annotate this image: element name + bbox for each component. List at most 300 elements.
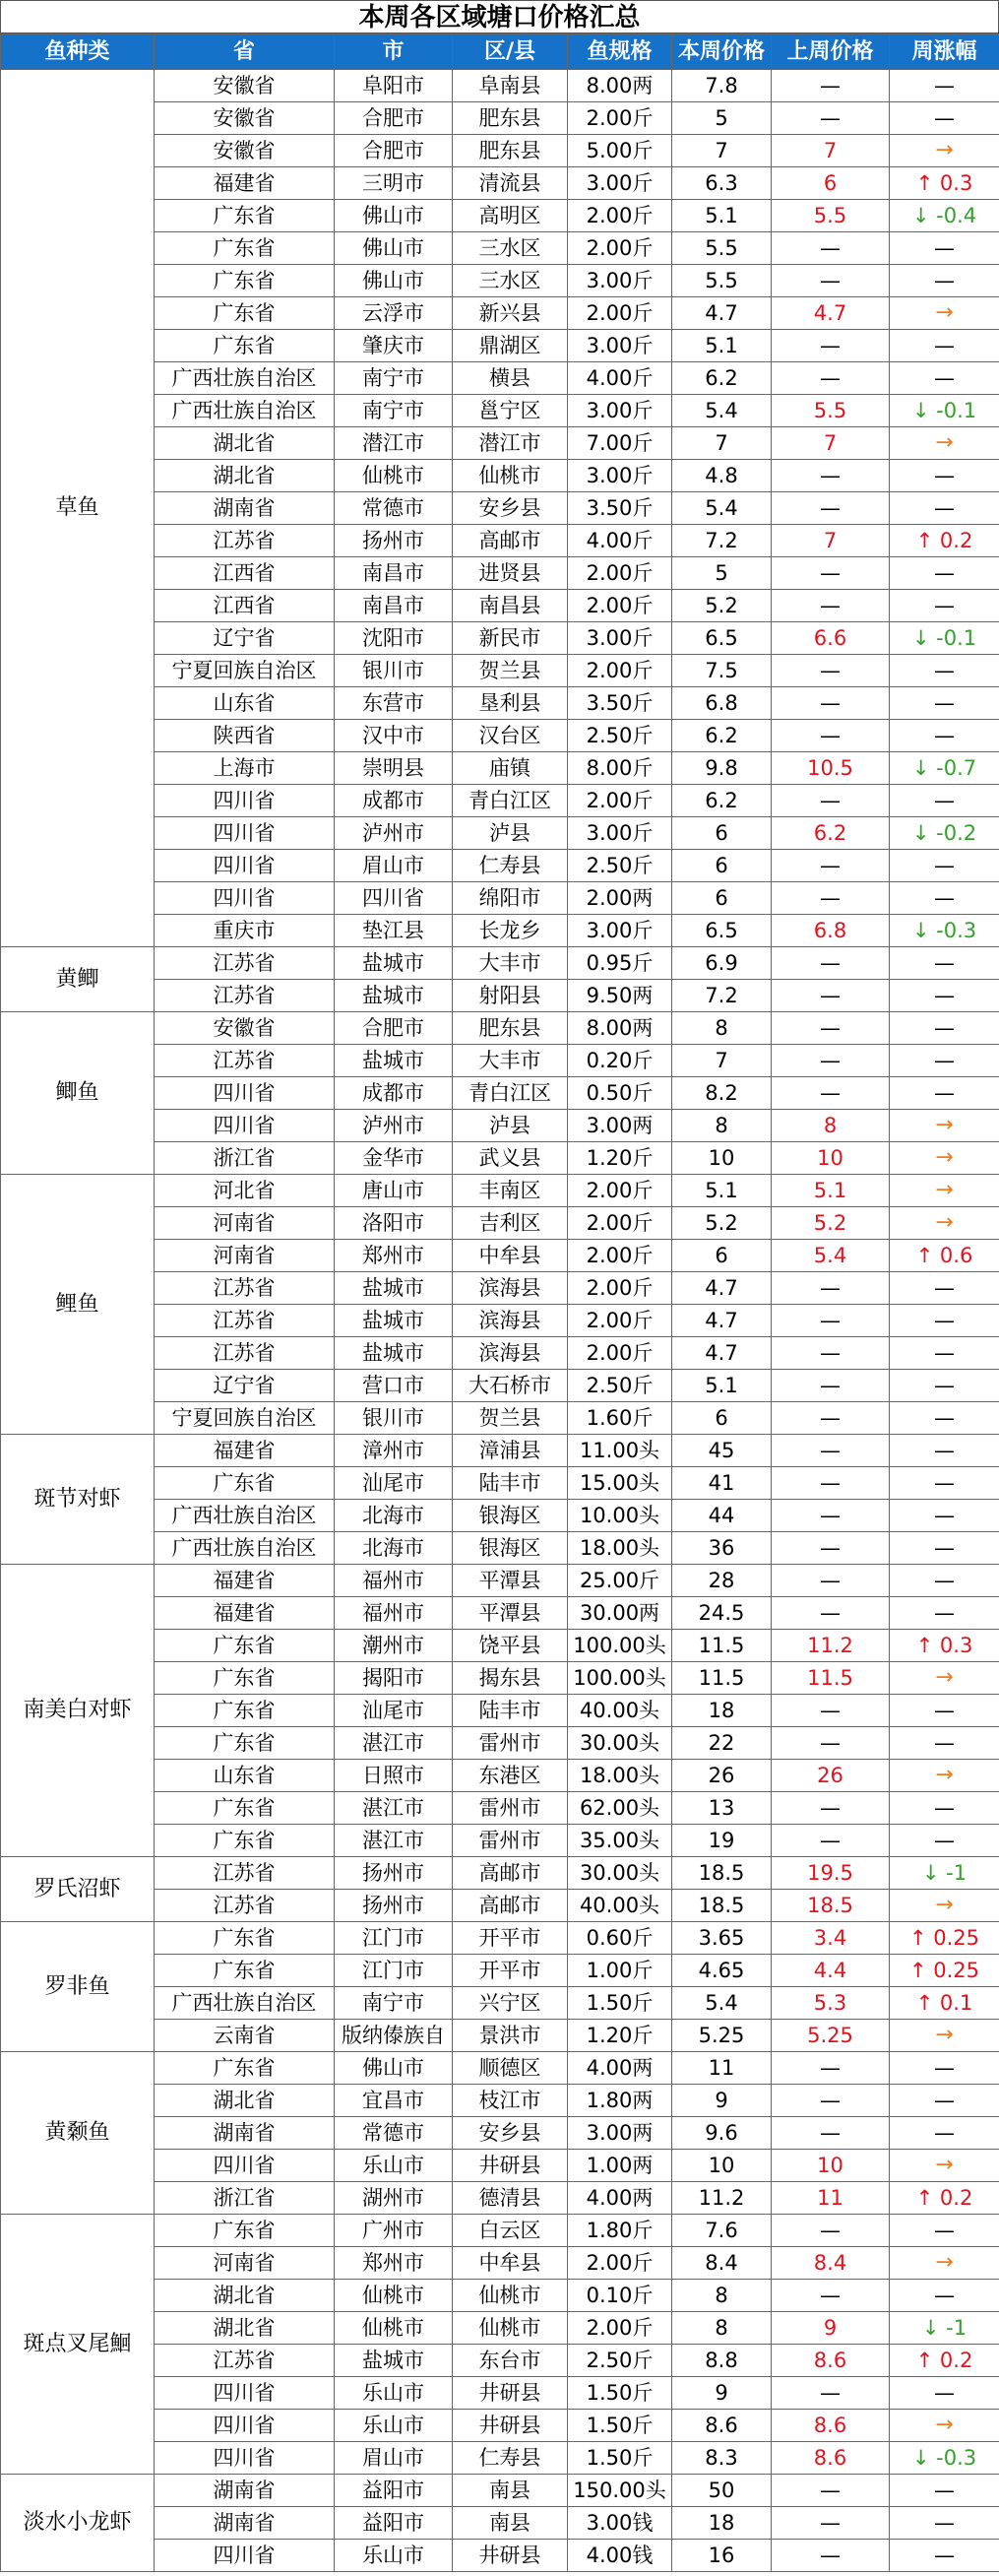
header-row: [1, 34, 999, 70]
this-week-price: 5.4: [672, 492, 772, 525]
city-cell: 银川市: [335, 655, 453, 687]
weekly-change: —: [890, 265, 999, 297]
spec-cell: 1.00斤: [568, 1955, 672, 1987]
spec-cell: 2.00斤: [568, 1240, 672, 1272]
city-cell: 扬州市: [335, 1857, 453, 1890]
spec-cell: 8.00两: [568, 70, 672, 102]
spec-cell: 2.00斤: [568, 655, 672, 687]
last-week-price: 11: [772, 2182, 890, 2215]
weekly-change: →: [890, 2020, 999, 2052]
province-cell: 宁夏回族自治区: [155, 655, 335, 687]
city-cell: 乐山市: [335, 2540, 453, 2572]
city-cell: 三明市: [335, 167, 453, 200]
district-cell: 中牟县: [453, 1240, 568, 1272]
weekly-change: —: [890, 2475, 999, 2507]
last-week-price: 7: [772, 427, 890, 460]
col-fish[interactable]: 鱼种类: [1, 34, 155, 70]
district-cell: 漳浦县: [453, 1435, 568, 1467]
city-cell: 益阳市: [335, 2475, 453, 2507]
last-week-price: —: [772, 1825, 890, 1857]
city-cell: 郑州市: [335, 1240, 453, 1272]
province-cell: 江西省: [155, 590, 335, 622]
last-week-price: —: [772, 2052, 890, 2085]
city-cell: 营口市: [335, 1370, 453, 1402]
city-cell: 眉山市: [335, 2442, 453, 2475]
weekly-change: —: [890, 2507, 999, 2540]
fish-type-cell: 鲤鱼: [1, 1175, 155, 1435]
province-cell: 四川省: [155, 850, 335, 882]
weekly-change: ↑ 0.2: [890, 525, 999, 557]
col-district[interactable]: 区/县: [453, 34, 568, 70]
city-cell: 版纳傣族自: [335, 2020, 453, 2052]
col-change[interactable]: 周涨幅: [890, 34, 999, 70]
this-week-price: 6.3: [672, 167, 772, 200]
this-week-price: 5.5: [672, 265, 772, 297]
district-cell: 开平市: [453, 1922, 568, 1955]
last-week-price: 5.2: [772, 1207, 890, 1240]
spec-cell: 4.00斤: [568, 525, 672, 557]
this-week-price: 6: [672, 1240, 772, 1272]
last-week-price: 19.5: [772, 1857, 890, 1890]
city-cell: 盐城市: [335, 947, 453, 980]
last-week-price: —: [772, 265, 890, 297]
spec-cell: 40.00头: [568, 1890, 672, 1922]
district-cell: 仙桃市: [453, 2280, 568, 2312]
province-cell: 四川省: [155, 1077, 335, 1110]
spec-cell: 3.50斤: [568, 492, 672, 525]
weekly-change: —: [890, 687, 999, 720]
district-cell: 井研县: [453, 2377, 568, 2410]
city-cell: 湛江市: [335, 1792, 453, 1825]
city-cell: 北海市: [335, 1532, 453, 1565]
province-cell: 湖南省: [155, 492, 335, 525]
city-cell: 崇明县: [335, 752, 453, 785]
last-week-price: —: [772, 557, 890, 590]
district-cell: 银海区: [453, 1500, 568, 1532]
spec-cell: 1.60斤: [568, 1402, 672, 1435]
fish-type-cell: 斑点叉尾鮰: [1, 2215, 155, 2475]
district-cell: 泸县: [453, 817, 568, 850]
district-cell: 阜南县: [453, 70, 568, 102]
this-week-price: 10: [672, 1142, 772, 1175]
this-week-price: 8.2: [672, 1077, 772, 1110]
last-week-price: —: [772, 720, 890, 752]
spec-cell: 3.00斤: [568, 395, 672, 427]
province-cell: 广东省: [155, 2215, 335, 2247]
last-week-price: 18.5: [772, 1890, 890, 1922]
this-week-price: 11: [672, 2052, 772, 2085]
spec-cell: 3.00两: [568, 2117, 672, 2150]
col-city[interactable]: 市: [335, 34, 453, 70]
city-cell: 东营市: [335, 687, 453, 720]
table-row: [1, 1922, 999, 1955]
city-cell: 佛山市: [335, 2052, 453, 2085]
province-cell: 河南省: [155, 2247, 335, 2280]
spec-cell: 30.00两: [568, 1597, 672, 1630]
spec-cell: 1.20斤: [568, 1142, 672, 1175]
weekly-change: ↓ -0.2: [890, 817, 999, 850]
col-this-week[interactable]: 本周价格: [672, 34, 772, 70]
last-week-price: —: [772, 362, 890, 395]
district-cell: 高明区: [453, 200, 568, 232]
province-cell: 江苏省: [155, 1890, 335, 1922]
weekly-change: —: [890, 1305, 999, 1337]
last-week-price: —: [772, 1597, 890, 1630]
spec-cell: 30.00头: [568, 1727, 672, 1760]
spec-cell: 2.00斤: [568, 590, 672, 622]
city-cell: 南昌市: [335, 557, 453, 590]
district-cell: 景洪市: [453, 2020, 568, 2052]
district-cell: 进贤县: [453, 557, 568, 590]
spec-cell: 2.00两: [568, 882, 672, 915]
district-cell: 井研县: [453, 2540, 568, 2572]
this-week-price: 6.2: [672, 362, 772, 395]
province-cell: 广东省: [155, 330, 335, 362]
province-cell: 广西壮族自治区: [155, 362, 335, 395]
city-cell: 肇庆市: [335, 330, 453, 362]
weekly-change: ↑ 0.3: [890, 1630, 999, 1662]
this-week-price: 11.5: [672, 1630, 772, 1662]
province-cell: 广东省: [155, 297, 335, 330]
this-week-price: 6: [672, 882, 772, 915]
weekly-change: —: [890, 590, 999, 622]
spec-cell: 10.00头: [568, 1500, 672, 1532]
last-week-price: 5.3: [772, 1987, 890, 2020]
province-cell: 四川省: [155, 2377, 335, 2410]
province-cell: 湖南省: [155, 2475, 335, 2507]
this-week-price: 6: [672, 1402, 772, 1435]
province-cell: 江苏省: [155, 525, 335, 557]
district-cell: 绵阳市: [453, 882, 568, 915]
fish-type-cell: 罗氏沼虾: [1, 1857, 155, 1922]
this-week-price: 5.5: [672, 232, 772, 265]
this-week-price: 4.8: [672, 460, 772, 492]
weekly-change: —: [890, 1337, 999, 1370]
district-cell: 仙桃市: [453, 460, 568, 492]
spec-cell: 3.00钱: [568, 2507, 672, 2540]
last-week-price: —: [772, 1467, 890, 1500]
last-week-price: —: [772, 1402, 890, 1435]
province-cell: 河南省: [155, 1240, 335, 1272]
last-week-price: —: [772, 1045, 890, 1077]
district-cell: 安乡县: [453, 492, 568, 525]
last-week-price: 5.5: [772, 395, 890, 427]
last-week-price: —: [772, 1532, 890, 1565]
district-cell: 邕宁区: [453, 395, 568, 427]
province-cell: 山东省: [155, 1760, 335, 1792]
weekly-change: —: [890, 1370, 999, 1402]
this-week-price: 7: [672, 1045, 772, 1077]
city-cell: 湛江市: [335, 1825, 453, 1857]
spec-cell: 0.50斤: [568, 1077, 672, 1110]
province-cell: 四川省: [155, 882, 335, 915]
this-week-price: 8: [672, 2280, 772, 2312]
city-cell: 云浮市: [335, 297, 453, 330]
city-cell: 江门市: [335, 1922, 453, 1955]
this-week-price: 5.1: [672, 1175, 772, 1207]
col-spec[interactable]: 鱼规格: [568, 34, 672, 70]
city-cell: 盐城市: [335, 1045, 453, 1077]
weekly-change: —: [890, 2215, 999, 2247]
last-week-price: —: [772, 655, 890, 687]
spec-cell: 2.00斤: [568, 297, 672, 330]
last-week-price: —: [772, 947, 890, 980]
city-cell: 宜昌市: [335, 2085, 453, 2117]
table-row: [1, 1175, 999, 1207]
city-cell: 合肥市: [335, 102, 453, 135]
last-week-price: 3.4: [772, 1922, 890, 1955]
weekly-change: —: [890, 2377, 999, 2410]
city-cell: 盐城市: [335, 980, 453, 1012]
col-province[interactable]: 省: [155, 34, 335, 70]
district-cell: 高邮市: [453, 525, 568, 557]
last-week-price: —: [772, 1337, 890, 1370]
district-cell: 饶平县: [453, 1630, 568, 1662]
last-week-price: 8.6: [772, 2345, 890, 2377]
district-cell: 雷州市: [453, 1792, 568, 1825]
spec-cell: 2.50斤: [568, 2345, 672, 2377]
weekly-change: —: [890, 1402, 999, 1435]
this-week-price: 16: [672, 2540, 772, 2572]
district-cell: 兴宁区: [453, 1987, 568, 2020]
province-cell: 四川省: [155, 2442, 335, 2475]
last-week-price: —: [772, 1565, 890, 1597]
spec-cell: 15.00头: [568, 1467, 672, 1500]
city-cell: 四川省: [335, 882, 453, 915]
spec-cell: 3.00斤: [568, 622, 672, 655]
weekly-change: —: [890, 2540, 999, 2572]
district-cell: 陆丰市: [453, 1467, 568, 1500]
this-week-price: 8: [672, 2312, 772, 2345]
district-cell: 汉台区: [453, 720, 568, 752]
this-week-price: 7: [672, 427, 772, 460]
last-week-price: 8: [772, 1110, 890, 1142]
city-cell: 湛江市: [335, 1727, 453, 1760]
city-cell: 乐山市: [335, 2410, 453, 2442]
last-week-price: 8.4: [772, 2247, 890, 2280]
this-week-price: 4.7: [672, 1272, 772, 1305]
weekly-change: —: [890, 1532, 999, 1565]
last-week-price: —: [772, 1792, 890, 1825]
weekly-change: —: [890, 1272, 999, 1305]
district-cell: 丰南区: [453, 1175, 568, 1207]
last-week-price: —: [772, 1272, 890, 1305]
district-cell: 开平市: [453, 1955, 568, 1987]
this-week-price: 8: [672, 1110, 772, 1142]
city-cell: 泸州市: [335, 817, 453, 850]
province-cell: 福建省: [155, 1435, 335, 1467]
spec-cell: 2.50斤: [568, 850, 672, 882]
fish-type-cell: 黄颡鱼: [1, 2052, 155, 2215]
city-cell: 漳州市: [335, 1435, 453, 1467]
spec-cell: 30.00头: [568, 1857, 672, 1890]
last-week-price: —: [772, 882, 890, 915]
this-week-price: 5.4: [672, 395, 772, 427]
this-week-price: 3.65: [672, 1922, 772, 1955]
weekly-change: —: [890, 1012, 999, 1045]
city-cell: 泸州市: [335, 1110, 453, 1142]
last-week-price: —: [772, 1305, 890, 1337]
spec-cell: 2.00斤: [568, 200, 672, 232]
district-cell: 安乡县: [453, 2117, 568, 2150]
this-week-price: 6.5: [672, 622, 772, 655]
city-cell: 合肥市: [335, 1012, 453, 1045]
weekly-change: —: [890, 70, 999, 102]
spec-cell: 2.00斤: [568, 1272, 672, 1305]
last-week-price: —: [772, 232, 890, 265]
weekly-change: ↓ -0.7: [890, 752, 999, 785]
last-week-price: —: [772, 1077, 890, 1110]
weekly-change: →: [890, 1760, 999, 1792]
this-week-price: 5: [672, 557, 772, 590]
province-cell: 陕西省: [155, 720, 335, 752]
this-week-price: 41: [672, 1467, 772, 1500]
province-cell: 重庆市: [155, 915, 335, 947]
weekly-change: →: [890, 1890, 999, 1922]
this-week-price: 26: [672, 1760, 772, 1792]
last-week-price: 6.8: [772, 915, 890, 947]
weekly-change: —: [890, 850, 999, 882]
city-cell: 常德市: [335, 2117, 453, 2150]
spec-cell: 18.00头: [568, 1760, 672, 1792]
city-cell: 仙桃市: [335, 2280, 453, 2312]
weekly-change: —: [890, 232, 999, 265]
last-week-price: 4.7: [772, 297, 890, 330]
province-cell: 江苏省: [155, 947, 335, 980]
city-cell: 常德市: [335, 492, 453, 525]
last-week-price: —: [772, 102, 890, 135]
spec-cell: 2.00斤: [568, 1175, 672, 1207]
col-last-week[interactable]: 上周价格: [772, 34, 890, 70]
province-cell: 广东省: [155, 232, 335, 265]
this-week-price: 7.6: [672, 2215, 772, 2247]
weekly-change: —: [890, 1695, 999, 1727]
weekly-change: ↑ 0.1: [890, 1987, 999, 2020]
weekly-change: →: [890, 1175, 999, 1207]
last-week-price: 7: [772, 135, 890, 167]
last-week-price: 11.5: [772, 1662, 890, 1695]
last-week-price: 5.1: [772, 1175, 890, 1207]
this-week-price: 6.2: [672, 785, 772, 817]
this-week-price: 4.7: [672, 297, 772, 330]
district-cell: 庙镇: [453, 752, 568, 785]
spec-cell: 8.00两: [568, 1012, 672, 1045]
province-cell: 江西省: [155, 557, 335, 590]
province-cell: 湖北省: [155, 2280, 335, 2312]
city-cell: 南昌市: [335, 590, 453, 622]
last-week-price: —: [772, 1695, 890, 1727]
spec-cell: 1.50斤: [568, 2377, 672, 2410]
district-cell: 滨海县: [453, 1272, 568, 1305]
this-week-price: 6.5: [672, 915, 772, 947]
last-week-price: 26: [772, 1760, 890, 1792]
city-cell: 潮州市: [335, 1630, 453, 1662]
this-week-price: 9: [672, 2377, 772, 2410]
district-cell: 清流县: [453, 167, 568, 200]
district-cell: 陆丰市: [453, 1695, 568, 1727]
district-cell: 射阳县: [453, 980, 568, 1012]
last-week-price: —: [772, 2507, 890, 2540]
weekly-change: —: [890, 785, 999, 817]
weekly-change: ↓ -0.4: [890, 200, 999, 232]
city-cell: 日照市: [335, 1760, 453, 1792]
this-week-price: 11.2: [672, 2182, 772, 2215]
district-cell: 大石桥市: [453, 1370, 568, 1402]
spec-cell: 3.00斤: [568, 330, 672, 362]
district-cell: 潜江市: [453, 427, 568, 460]
district-cell: 平潭县: [453, 1565, 568, 1597]
city-cell: 盐城市: [335, 1337, 453, 1370]
weekly-change: —: [890, 1825, 999, 1857]
city-cell: 汕尾市: [335, 1467, 453, 1500]
last-week-price: 9: [772, 2312, 890, 2345]
spec-cell: 2.00斤: [568, 232, 672, 265]
city-cell: 扬州市: [335, 1890, 453, 1922]
fish-type-cell: 淡水小龙虾: [1, 2475, 155, 2572]
last-week-price: 8.6: [772, 2442, 890, 2475]
city-cell: 仙桃市: [335, 2312, 453, 2345]
weekly-change: ↑ 0.25: [890, 1955, 999, 1987]
price-table: [0, 33, 999, 2572]
city-cell: 潜江市: [335, 427, 453, 460]
city-cell: 沈阳市: [335, 622, 453, 655]
district-cell: 东港区: [453, 1760, 568, 1792]
weekly-change: —: [890, 2085, 999, 2117]
this-week-price: 36: [672, 1532, 772, 1565]
district-cell: 南县: [453, 2475, 568, 2507]
district-cell: 滨海县: [453, 1337, 568, 1370]
district-cell: 大丰市: [453, 1045, 568, 1077]
this-week-price: 8.3: [672, 2442, 772, 2475]
this-week-price: 7.2: [672, 525, 772, 557]
last-week-price: 6.2: [772, 817, 890, 850]
weekly-change: ↓ -0.3: [890, 915, 999, 947]
spec-cell: 11.00头: [568, 1435, 672, 1467]
this-week-price: 18: [672, 1695, 772, 1727]
last-week-price: —: [772, 2117, 890, 2150]
district-cell: 高邮市: [453, 1857, 568, 1890]
province-cell: 江苏省: [155, 1857, 335, 1890]
weekly-change: —: [890, 1597, 999, 1630]
district-cell: 雷州市: [453, 1727, 568, 1760]
weekly-change: →: [890, 2410, 999, 2442]
spec-cell: 3.00斤: [568, 915, 672, 947]
this-week-price: 7.8: [672, 70, 772, 102]
spec-cell: 1.80两: [568, 2085, 672, 2117]
last-week-price: —: [772, 1500, 890, 1532]
province-cell: 四川省: [155, 817, 335, 850]
spec-cell: 4.00斤: [568, 362, 672, 395]
fish-type-cell: 罗非鱼: [1, 1922, 155, 2052]
spec-cell: 1.00两: [568, 2150, 672, 2182]
spec-cell: 0.10斤: [568, 2280, 672, 2312]
city-cell: 阜阳市: [335, 70, 453, 102]
province-cell: 四川省: [155, 2410, 335, 2442]
this-week-price: 7: [672, 135, 772, 167]
weekly-change: —: [890, 460, 999, 492]
city-cell: 汉中市: [335, 720, 453, 752]
district-cell: 平潭县: [453, 1597, 568, 1630]
weekly-change: —: [890, 1727, 999, 1760]
last-week-price: —: [772, 1012, 890, 1045]
district-cell: 吉利区: [453, 1207, 568, 1240]
district-cell: 南昌县: [453, 590, 568, 622]
province-cell: 辽宁省: [155, 1370, 335, 1402]
district-cell: 鼎湖区: [453, 330, 568, 362]
province-cell: 广西壮族自治区: [155, 1987, 335, 2020]
this-week-price: 5: [672, 102, 772, 135]
district-cell: 新兴县: [453, 297, 568, 330]
